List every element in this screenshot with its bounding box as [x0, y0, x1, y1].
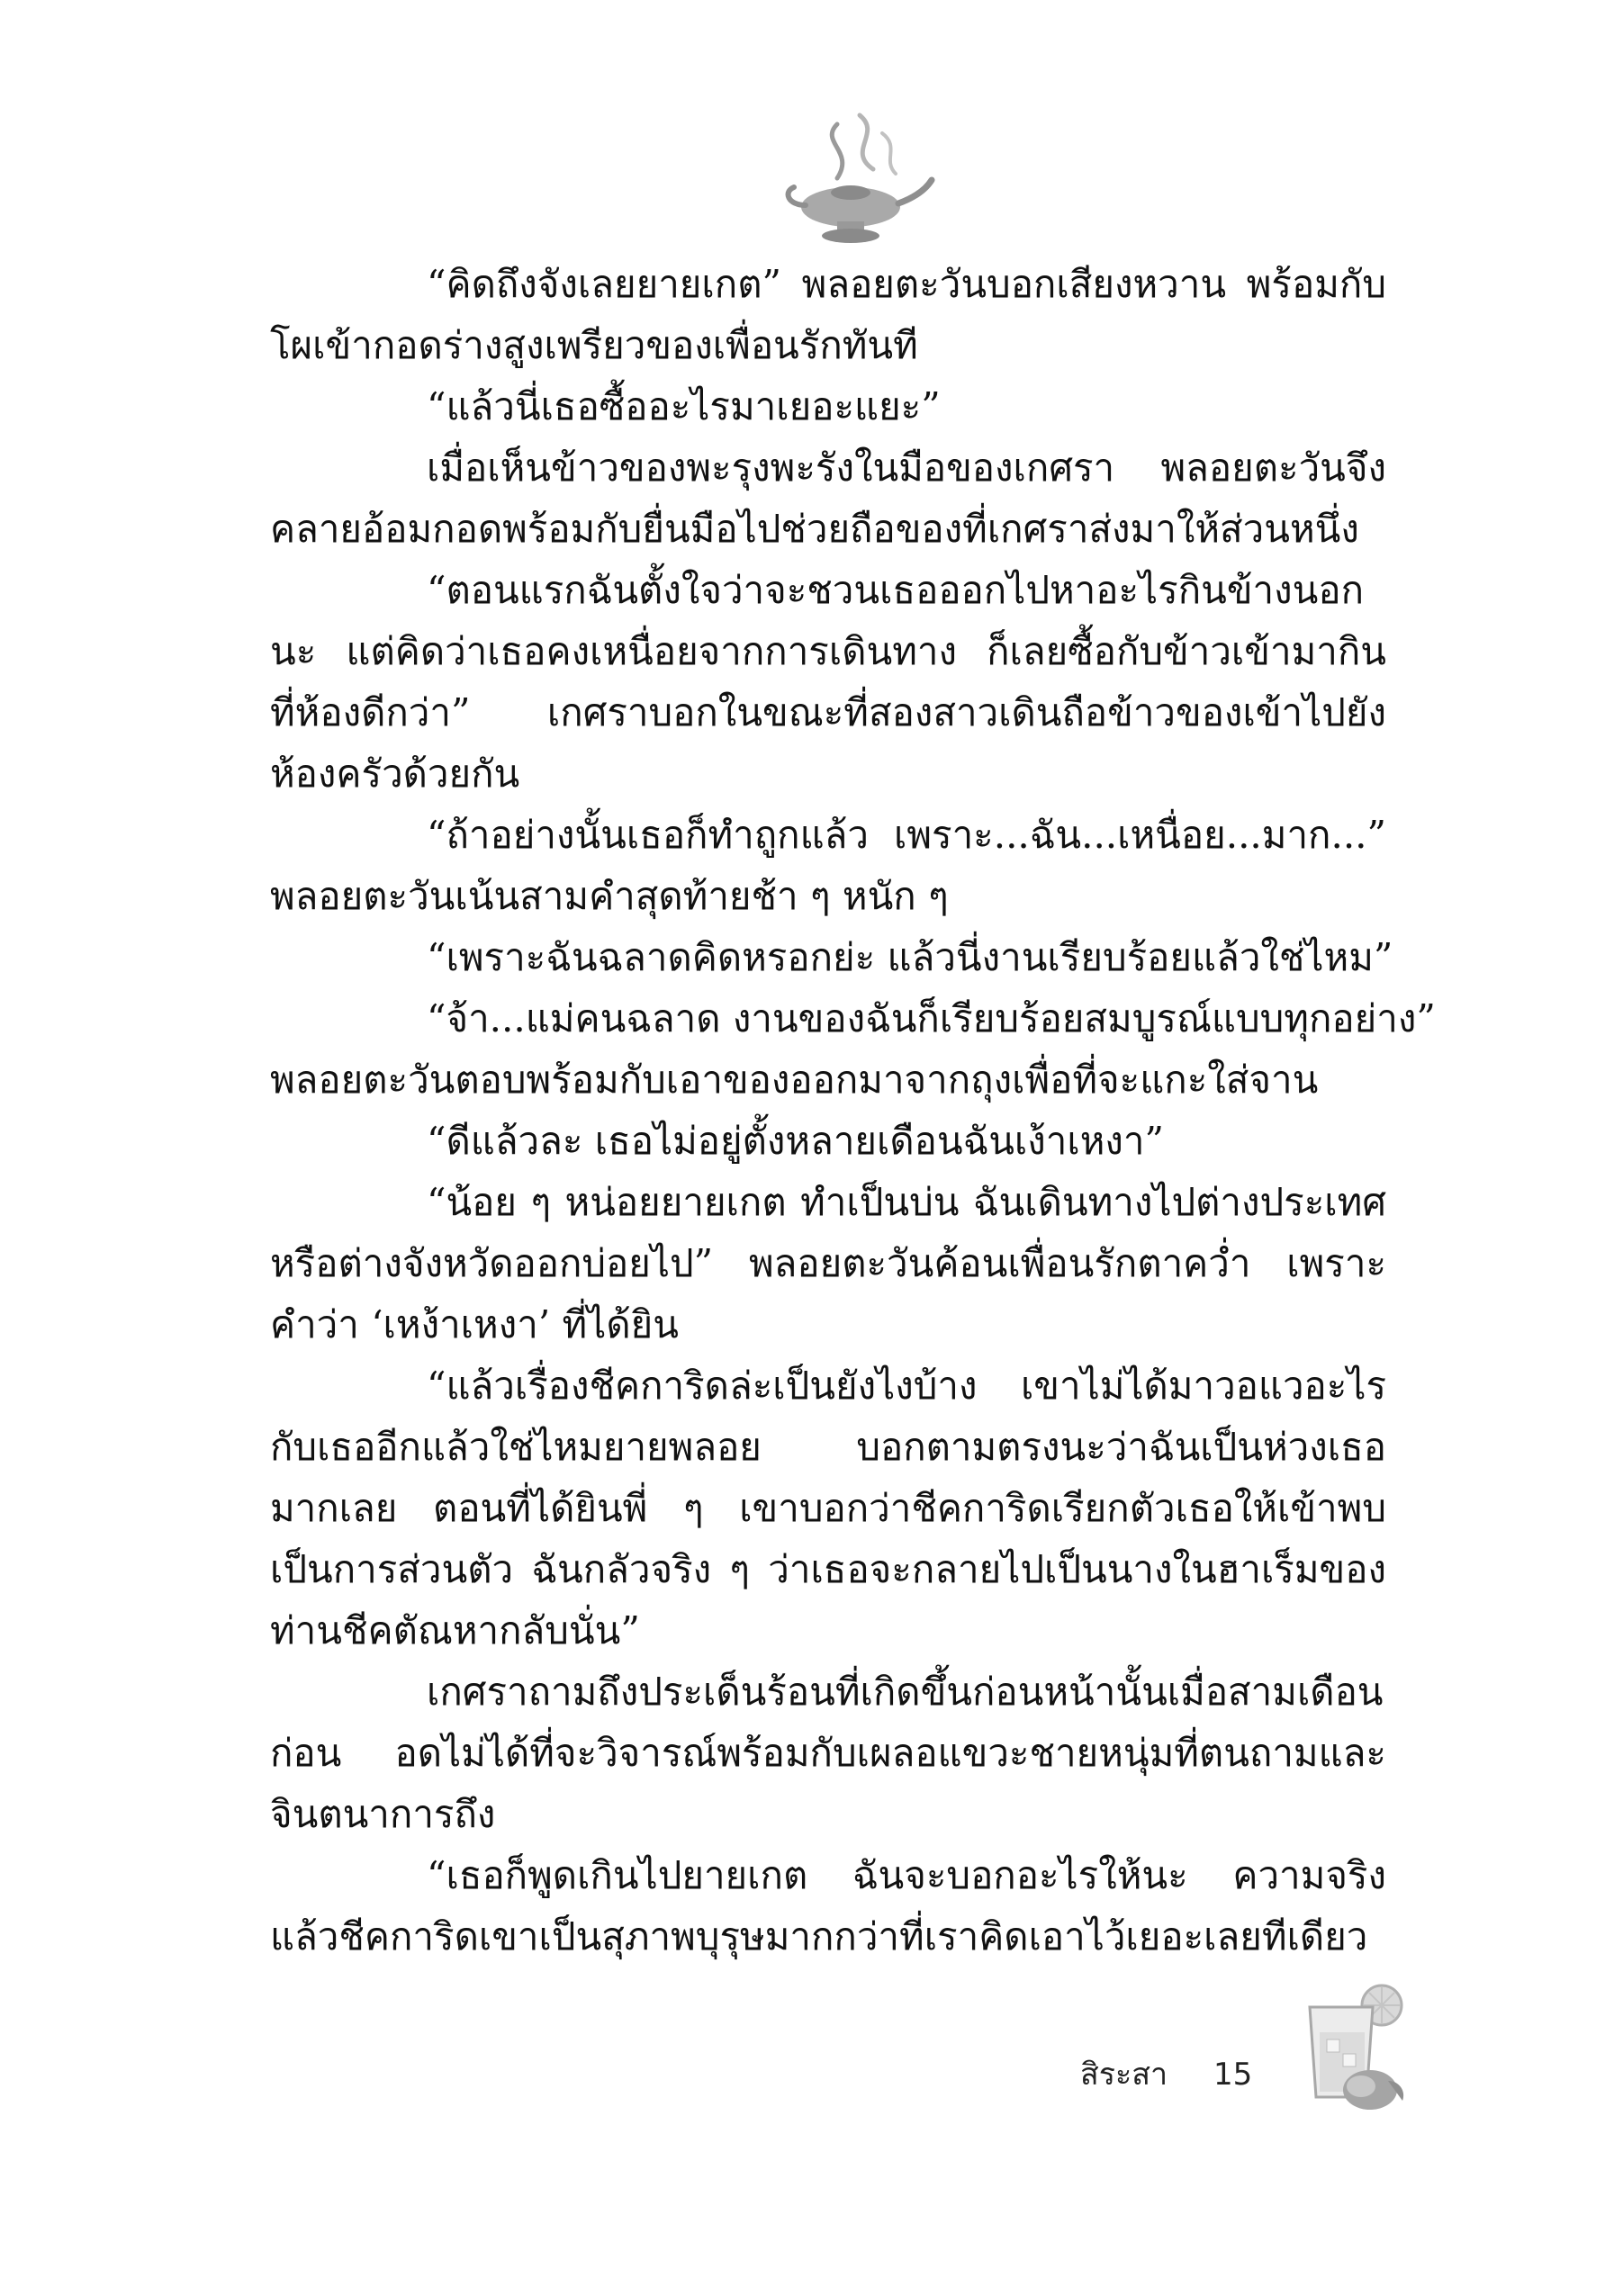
text-line: “แล้วนี่เธอซื้ออะไรมาเยอะแยะ” — [427, 384, 941, 428]
text-line: กับเธออีกแล้วใช่ไหมยายพลอย บอกตามตรงนะว่าฉันเป็นห่วงเธอ — [270, 1425, 1386, 1469]
text-line: จินตนาการถึง — [270, 1792, 496, 1836]
text-line: โผเข้ากอดร่างสูงเพรียวของเพื่อนรักทันที — [270, 323, 918, 367]
text-line: มากเลย ตอนที่ได้ยินพี่ ๆ เขาบอกว่าชีคการิดเรียกตัวเธอให้เข้าพบ — [270, 1486, 1386, 1530]
book-title: สิระสา — [1080, 2057, 1168, 2093]
text-line: เมื่อเห็นข้าวของพะรุงพะรังในมือของเกศรา พลอยตะวันจึง — [427, 446, 1386, 490]
text-line: “เพราะฉันฉลาดคิดหรอกย่ะ แล้วนี่งานเรียบร้อยแล้วใช่ไหม” — [427, 935, 1393, 979]
text-line: “คิดถึงจังเลยยายเกต” พลอยตะวันบอกเสียงหวาน พร้อมกับ — [427, 262, 1386, 306]
text-line: “จ้า...แม่คนฉลาด งานของฉันก็เรียบร้อยสมบูรณ์แบบทุกอย่าง” — [427, 996, 1436, 1040]
text-line: เป็นการส่วนตัว ฉันกลัวจริง ๆ ว่าเธอจะกลายไปเป็นนางในฮาเร็มของ — [270, 1547, 1386, 1591]
text-line: “น้อย ๆ หน่อยยายเกต ทำเป็นบ่น ฉันเดินทางไปต่างประเทศ — [427, 1180, 1386, 1224]
text-line: คลายอ้อมกอดพร้อมกับยื่นมือไปช่วยถือของที่เกศราส่งมาให้ส่วนหนึ่ง — [270, 507, 1359, 551]
page-footer — [1080, 2043, 1252, 2106]
text-line: แล้วชีคการิดเขาเป็นสุภาพบุรุษมากกว่าที่เราคิดเอาไว้เยอะเลยทีเดียว — [270, 1914, 1368, 1958]
text-line: “เธอก็พูดเกินไปยายเกต ฉันจะบอกอะไรให้นะ ความจริง — [427, 1853, 1386, 1897]
text-line: นะ แต่คิดว่าเธอคงเหนื่อยจากการเดินทาง ก็เลยซื้อกับข้าวเข้ามากิน — [270, 629, 1386, 673]
text-line: พลอยตะวันตอบพร้อมกับเอาของออกมาจากถุงเพื่อที่จะแกะใส่จาน — [270, 1058, 1319, 1102]
text-line: “ตอนแรกฉันตั้งใจว่าจะชวนเธอออกไปหาอะไรกินข้างนอก — [427, 568, 1365, 612]
text-line: ห้องครัวด้วยกัน — [270, 752, 520, 796]
text-line: “ถ้าอย่างนั้นเธอก็ทำถูกแล้ว เพราะ...ฉัน...เหนื่อย...มาก...” — [427, 813, 1386, 857]
text-line: ท่านชีคตัณหากลับนั่น” — [270, 1608, 640, 1652]
text-line: “ดีแล้วละ เธอไม่อยู่ตั้งหลายเดือนฉันเง้าเหงา” — [427, 1119, 1164, 1163]
genie-lamp-icon — [774, 106, 936, 259]
text-line: หรือต่างจังหวัดออกบ่อยไป” พลอยตะวันค้อนเพื่อนรักตาคว่ำ เพราะ — [270, 1241, 1386, 1285]
text-line: “แล้วเรื่องชีคการิดล่ะเป็นยังไงบ้าง เขาไม่ได้มาวอแวอะไร — [427, 1364, 1386, 1408]
text-line: คำว่า ‘เหง้าเหงา’ ที่ได้ยิน — [270, 1302, 679, 1346]
page-number: 15 — [1213, 2057, 1253, 2093]
body-text — [270, 254, 1436, 1967]
lemon-drink-glass-icon — [1287, 1980, 1422, 2115]
text-line: ที่ห้องดีกว่า” เกศราบอกในขณะที่สองสาวเดินถือข้าวของเข้าไปยัง — [270, 690, 1386, 734]
text-line: พลอยตะวันเน้นสามคำสุดท้ายช้า ๆ หนัก ๆ — [270, 874, 949, 918]
text-line: ก่อน อดไม่ได้ที่จะวิจารณ์พร้อมกับเผลอแขวะชายหนุ่มที่ตนถามและ — [270, 1731, 1386, 1775]
text-line: เกศราถามถึงประเด็นร้อนที่เกิดขึ้นก่อนหน้านั้นเมื่อสามเดือน — [427, 1670, 1384, 1714]
